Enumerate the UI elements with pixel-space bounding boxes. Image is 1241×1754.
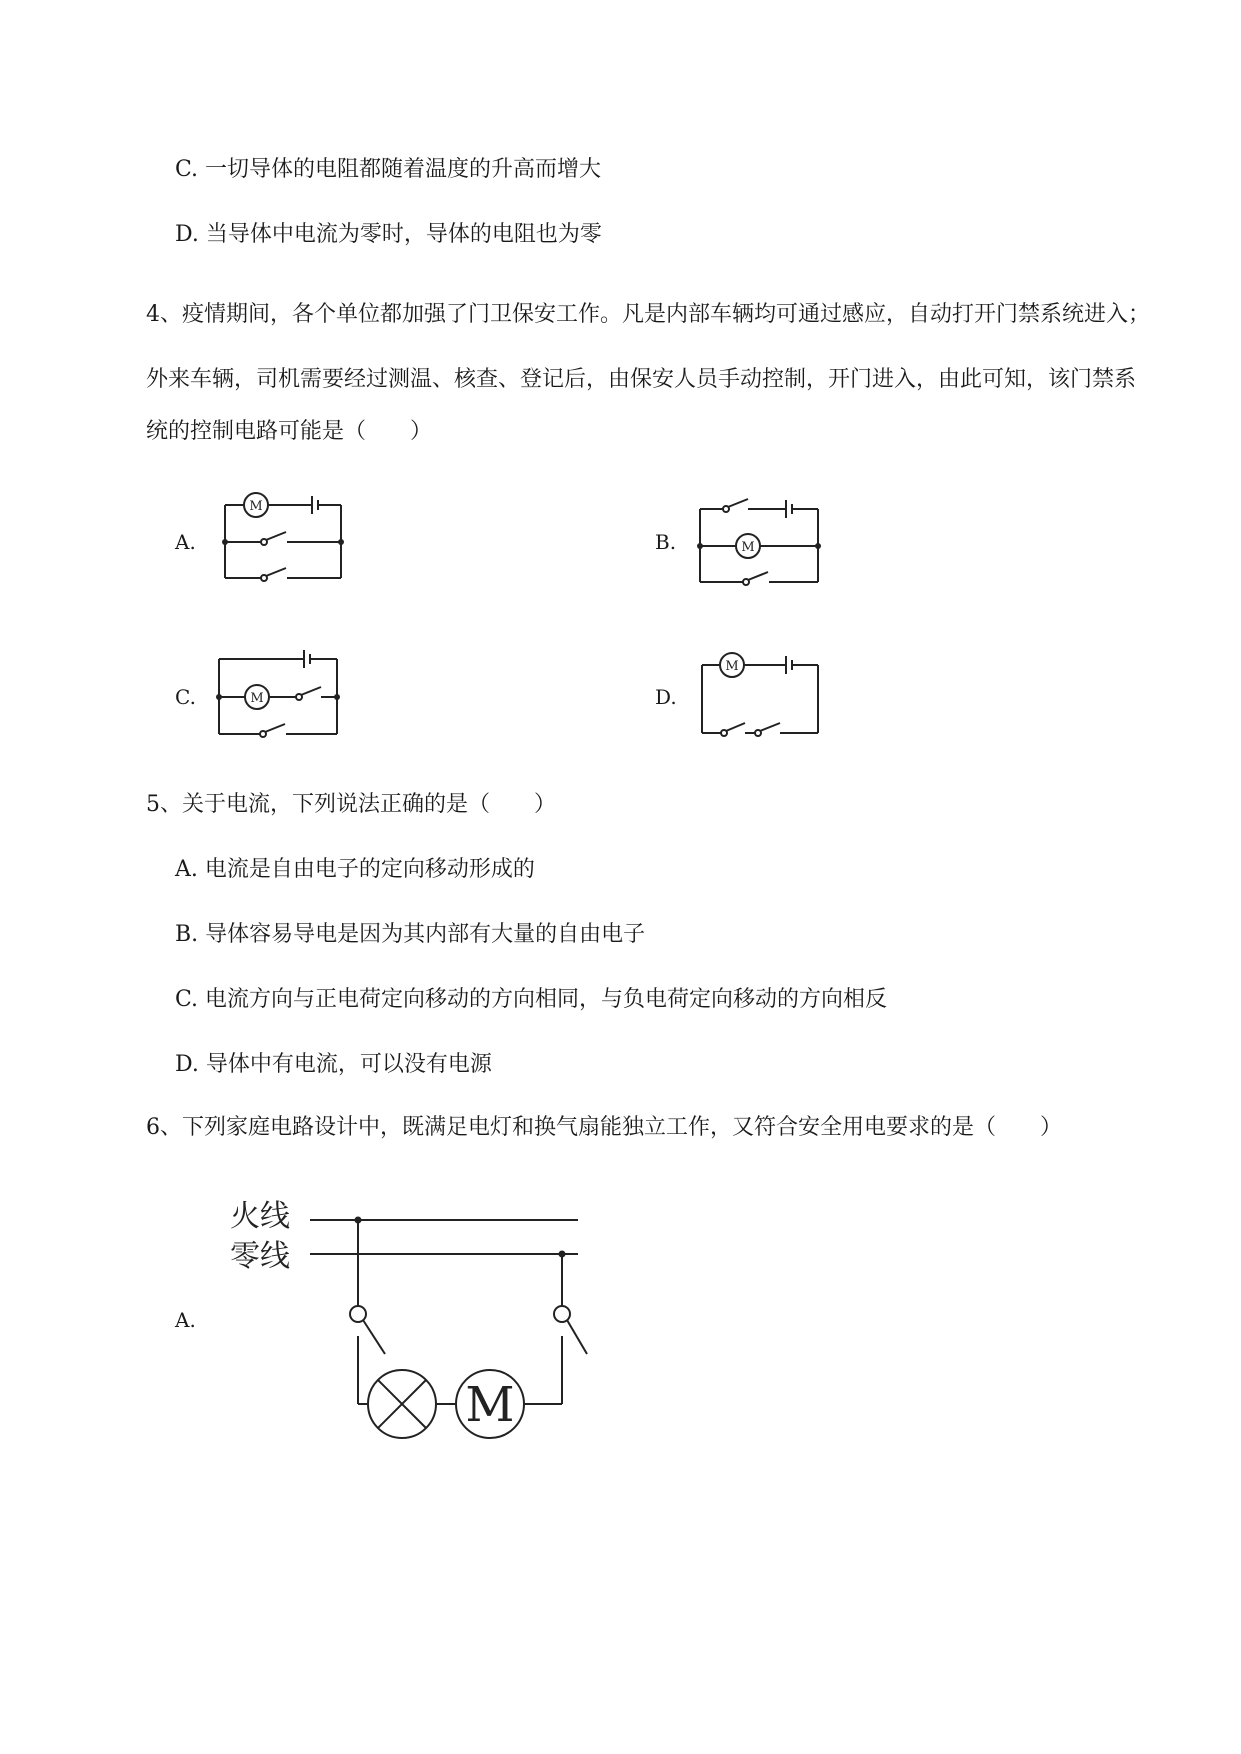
q5-option-c — [175, 985, 887, 1015]
option-letter: D. — [175, 1052, 199, 1077]
switch-blade — [266, 532, 286, 540]
switch-pivot — [350, 1306, 366, 1322]
q6-circuit-a — [225, 1188, 605, 1448]
motor-symbol: M — [741, 540, 755, 555]
motor-symbol: M — [465, 1377, 515, 1433]
q6-choice-a-letter[interactable]: A. — [175, 1308, 196, 1332]
option-letter: D. — [175, 222, 199, 247]
neutral-wire-label: 零线 — [230, 1239, 290, 1274]
q4-stem-line-3: 统的控制电路可能是（ ） — [146, 419, 433, 444]
motor-symbol: M — [249, 499, 263, 514]
switch-blade — [726, 723, 745, 731]
option-letter: A. — [175, 857, 198, 882]
q4-circuit-d — [698, 650, 828, 740]
switch-blade — [301, 687, 321, 695]
option-text: 当导体中电流为零时，导体的电阻也为零 — [205, 222, 602, 247]
switch-blade — [363, 1320, 385, 1354]
q5-option-a — [175, 855, 535, 885]
switch-blade — [748, 572, 768, 580]
switch-blade — [567, 1320, 587, 1354]
q5-option-b — [175, 920, 645, 950]
option-text: 导体容易导电是因为其内部有大量的自由电子 — [205, 922, 646, 947]
q4-circuit-b — [696, 492, 826, 587]
q4-circuit-a — [215, 488, 345, 583]
option-letter: C. — [175, 157, 199, 182]
switch-blade — [266, 568, 286, 576]
switch-blade — [265, 724, 285, 732]
option-text: 导体中有电流，可以没有电源 — [205, 1052, 492, 1077]
live-wire-label: 火线 — [230, 1199, 290, 1234]
q3-option-c — [175, 155, 601, 185]
option-text: 一切导体的电阻都随着温度的升高而增大 — [205, 157, 602, 182]
option-text: 电流方向与正电荷定向移动的方向相同，与负电荷定向移动的方向相反 — [205, 987, 888, 1012]
q4-stem-line-2: 外来车辆，司机需要经过测温、核查、登记后，由保安人员手动控制，开门进入，由此可知，该门禁系 — [146, 367, 1137, 392]
switch-blade — [760, 723, 780, 731]
q4-stem-line-1: 4、疫情期间，各个单位都加强了门卫保安工作。凡是内部车辆均可通过感应，自动打开门禁系统进入； — [146, 302, 1151, 327]
q4-choice-b-letter[interactable]: B. — [655, 530, 677, 554]
q4-choice-c-letter[interactable]: C. — [175, 685, 196, 709]
q5-stem: 5、关于电流，下列说法正确的是（ ） — [146, 792, 556, 817]
q3-option-d — [175, 220, 602, 250]
motor-symbol: M — [725, 659, 739, 674]
motor-symbol: M — [250, 691, 264, 706]
option-text: 电流是自由电子的定向移动形成的 — [204, 857, 535, 882]
q5-option-d — [175, 1050, 492, 1080]
option-letter: C. — [175, 987, 199, 1012]
option-letter: B. — [175, 922, 199, 947]
q4-circuit-c — [215, 645, 345, 740]
switch-blade — [728, 499, 748, 507]
q4-choice-d-letter[interactable]: D. — [655, 685, 677, 709]
q4-choice-a-letter[interactable]: A. — [175, 530, 196, 554]
q6-stem: 6、下列家庭电路设计中，既满足电灯和换气扇能独立工作，又符合安全用电要求的是（ ） — [146, 1115, 1063, 1140]
switch-pivot — [554, 1306, 570, 1322]
